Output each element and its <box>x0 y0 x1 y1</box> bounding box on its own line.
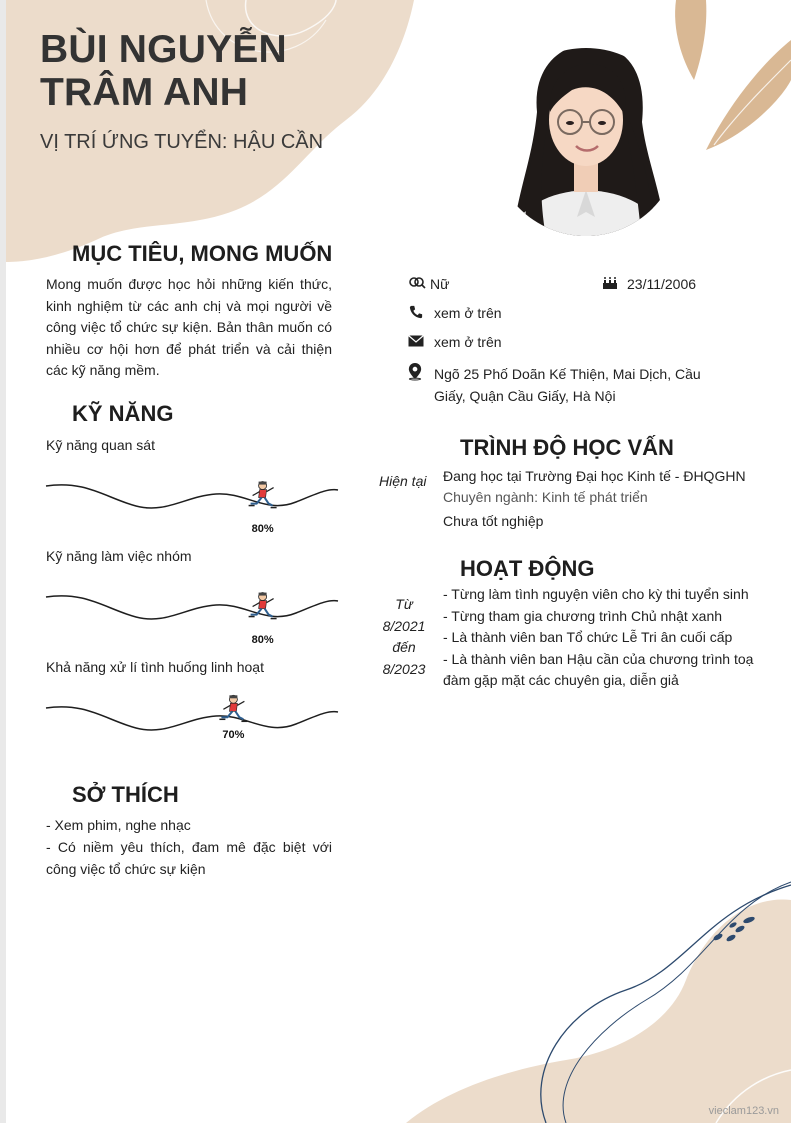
name-line-2: TRÂM ANH <box>40 71 249 114</box>
phone-value: xem ở trên <box>434 305 502 321</box>
gender-row <box>408 276 449 293</box>
bottom-right-blob <box>406 900 791 1123</box>
skill-percent: 80% <box>251 523 274 535</box>
skill-label: Khả năng xử lí tình huống linh hoạt <box>46 659 264 675</box>
skills-heading: KỸ NĂNG <box>72 401 174 426</box>
education-major: Chuyên ngành: Kinh tế phát triển <box>443 489 648 505</box>
activities-time-from: Từ <box>395 596 413 612</box>
objective-heading: MỤC TIÊU, MONG MUỐN <box>72 241 333 266</box>
skill-label: Kỹ năng quan sát <box>46 437 155 453</box>
birthday-value: 23/11/2006 <box>627 276 697 292</box>
phone-icon <box>408 305 434 322</box>
email-row <box>408 334 502 350</box>
skill-label: Kỹ năng làm việc nhóm <box>46 548 192 564</box>
phone-row <box>408 305 502 322</box>
activities-heading: HOẠT ĐỘNG <box>460 556 595 581</box>
list-item: - Từng làm tình nguyện viên cho kỳ thi tuyển sinh <box>443 586 749 602</box>
location-pin-icon <box>408 363 434 383</box>
candidate-name <box>40 28 287 114</box>
skill-percent: 70% <box>222 729 245 741</box>
list-item: - Từng tham gia chương trình Chủ nhật xanh <box>443 607 723 624</box>
watermark: vieclam123.vn <box>708 1105 779 1117</box>
education-time: Hiện tại <box>379 473 427 489</box>
education-school: Đang học tại Trường Đại học Kinh tế - ĐHQGHN <box>443 468 746 484</box>
activities-time <box>370 594 438 680</box>
birthday-row <box>602 276 696 293</box>
hobbies-heading: SỞ THÍCH <box>72 782 179 807</box>
gender-value: Nữ <box>430 276 450 292</box>
activities-time-end: 8/2023 <box>382 660 426 677</box>
portrait-photo <box>492 42 680 252</box>
skill-percent: 80% <box>251 634 274 646</box>
address-row <box>408 363 718 407</box>
position-title: VỊ TRÍ ỨNG TUYỂN: HẬU CẦN <box>40 131 324 153</box>
hobbies-line-1: - Xem phim, nghe nhạc <box>46 817 191 833</box>
leaf-shape-2 <box>706 40 791 150</box>
skill-wave <box>46 581 338 646</box>
activities-time-start: 8/2021 <box>382 617 426 634</box>
education-heading: TRÌNH ĐỘ HỌC VẤN <box>460 435 674 460</box>
list-item: - Là thành viên ban Tổ chức Lễ Tri ân cuối cấp <box>443 629 733 645</box>
objective-text: Mong muốn được học hỏi những kiến thức, kinh nghiệm từ các anh chị và mọi người về công việc tổ chức sự kiện. Bản thân muốn có nhiều cơ hội hơn để phát triển và cải thiện các kỹ năng mềm. <box>46 276 332 378</box>
name-line-1: BÙI NGUYỄN <box>40 28 287 71</box>
list-item: - Là thành viên ban Hậu cần của chương trình toạ đàm gặp mặt các chuyên gia, diễn giả <box>443 650 754 688</box>
email-value: xem ở trên <box>434 334 502 350</box>
activities-list <box>443 584 768 692</box>
skill-wave <box>46 470 338 535</box>
hobbies-line-2: - Có niềm yêu thích, đam mê đặc biệt với công việc tổ chức sự kiện <box>46 839 332 877</box>
education-status: Chưa tốt nghiệp <box>443 513 544 529</box>
skill-wave <box>46 692 338 742</box>
birthday-cake-icon <box>602 276 627 293</box>
email-icon <box>408 334 434 350</box>
gender-icon <box>408 276 430 293</box>
activities-time-to: đến <box>392 639 416 655</box>
address-value: Ngõ 25 Phố Doãn Kế Thiện, Mai Dịch, Cầu Giấy, Quận Cầu Giấy, Hà Nội <box>434 366 701 404</box>
